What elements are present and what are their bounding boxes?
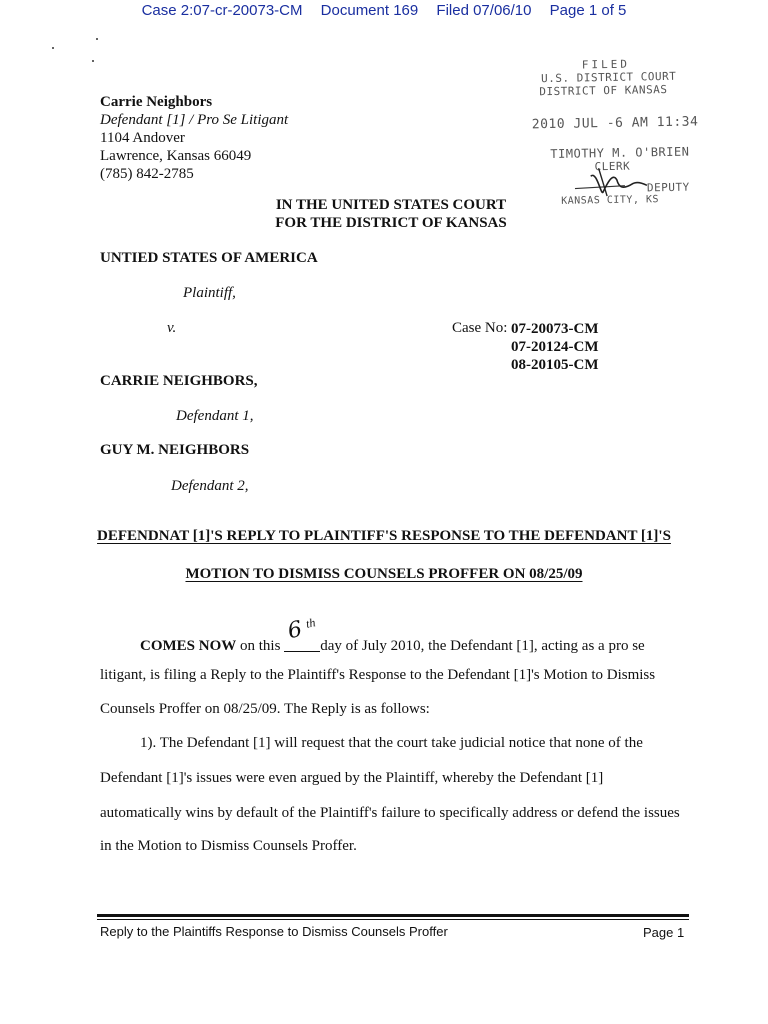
footer-title: Reply to the Plaintiffs Response to Dismiss Counsels Proffer xyxy=(100,924,448,939)
scan-speck xyxy=(92,60,94,62)
document-title-line-2: MOTION TO DISMISS COUNSELS PROFFER ON 08/25/09 xyxy=(185,566,583,582)
handwritten-day xyxy=(284,615,320,650)
paragraph-1-line-1: 1). The Defendant [1] will request that the court take judicial notice that none of the xyxy=(140,735,643,751)
stamp-city: KANSAS CITY, KS xyxy=(561,194,660,207)
intro-line-3: Counsels Proffer on 08/25/09. The Reply is as follows: xyxy=(100,701,430,717)
intro-line-2: litigant, is filing a Reply to the Plaintiff's Response to the Defendant [1]'s Motion to Dismiss xyxy=(100,667,656,683)
case-number: 07-20124-CM xyxy=(511,339,599,355)
header-filed-date: Filed 07/06/10 xyxy=(436,2,532,19)
court-line-2: FOR THE DISTRICT OF KANSAS xyxy=(275,215,507,231)
case-number-label: Case No: xyxy=(452,320,508,336)
defendant-2-name: GUY M. NEIGHBORS xyxy=(100,442,250,458)
plaintiff-role: Plaintiff, xyxy=(183,285,236,301)
ecf-header xyxy=(0,0,768,22)
stamp-datetime: 2010 JUL -6 AM 11:34 xyxy=(531,114,699,133)
handwritten-day-suffix: th xyxy=(304,615,317,631)
intro-text-a: on this xyxy=(236,638,285,654)
filer-phone: (785) 842-2785 xyxy=(100,166,194,182)
comes-now: COMES NOW xyxy=(140,638,237,654)
scan-speck xyxy=(52,47,54,49)
case-number-list xyxy=(511,320,598,374)
defendant-1-name: CARRIE NEIGHBORS, xyxy=(100,373,258,389)
stamp-clerk-name: TIMOTHY M. O'BRIEN xyxy=(550,144,690,162)
paragraph-1-line-2: Defendant [1]'s issues were even argued by the Plaintiff, whereby the Defendant [1] xyxy=(100,770,604,786)
clerk-filed-stamp xyxy=(527,57,699,210)
stamp-clerk-title: CLERK xyxy=(594,159,631,174)
court-line-1: IN THE UNITED STATES COURT xyxy=(275,197,507,213)
header-page-count: Page 1 of 5 xyxy=(549,2,627,19)
footer-page-number: Page 1 xyxy=(643,925,685,940)
versus: v. xyxy=(167,320,177,336)
header-case-number: Case 2:07-cr-20073-CM xyxy=(141,2,303,19)
case-number: 07-20073-CM xyxy=(511,321,599,337)
intro-text-b: day of July 2010, the Defendant [1], acting as a pro se xyxy=(320,638,645,654)
paragraph-1-line-4: in the Motion to Dismiss Counsels Proffer. xyxy=(100,838,357,854)
filer-block xyxy=(100,93,288,183)
header-document-number: Document 169 xyxy=(320,2,419,19)
stamp-filed: FILED xyxy=(581,57,631,72)
filer-name: Carrie Neighbors xyxy=(100,94,213,110)
stamp-district: DISTRICT OF KANSAS xyxy=(539,82,668,99)
stamp-district-court: U.S. DISTRICT COURT xyxy=(540,69,677,86)
scan-speck xyxy=(96,38,98,40)
stamp-deputy: DEPUTY xyxy=(646,180,690,195)
handwritten-day-number: 6 xyxy=(285,616,305,645)
intro-line-1 xyxy=(140,615,645,655)
defendant-1-role: Defendant 1, xyxy=(176,408,254,424)
footer-rule-thick xyxy=(97,914,689,917)
paragraph-1-line-3: automatically wins by default of the Plaintiff's failure to specifically address or defend the issues xyxy=(100,805,680,821)
court-name xyxy=(0,196,768,232)
filer-role: Defendant [1] / Pro Se Litigant xyxy=(100,112,289,128)
footer-rule-thin xyxy=(97,919,689,920)
filer-street: 1104 Andover xyxy=(100,130,185,146)
document-title-line-1: DEFENDNAT [1]'S REPLY TO PLAINTIFF'S RESPONSE TO THE DEFENDANT [1]'S xyxy=(97,528,671,544)
plaintiff-name: UNTIED STATES OF AMERICA xyxy=(100,250,318,266)
case-number: 08-20105-CM xyxy=(511,357,599,373)
filer-city: Lawrence, Kansas 66049 xyxy=(100,148,252,164)
defendant-2-role: Defendant 2, xyxy=(171,478,249,494)
